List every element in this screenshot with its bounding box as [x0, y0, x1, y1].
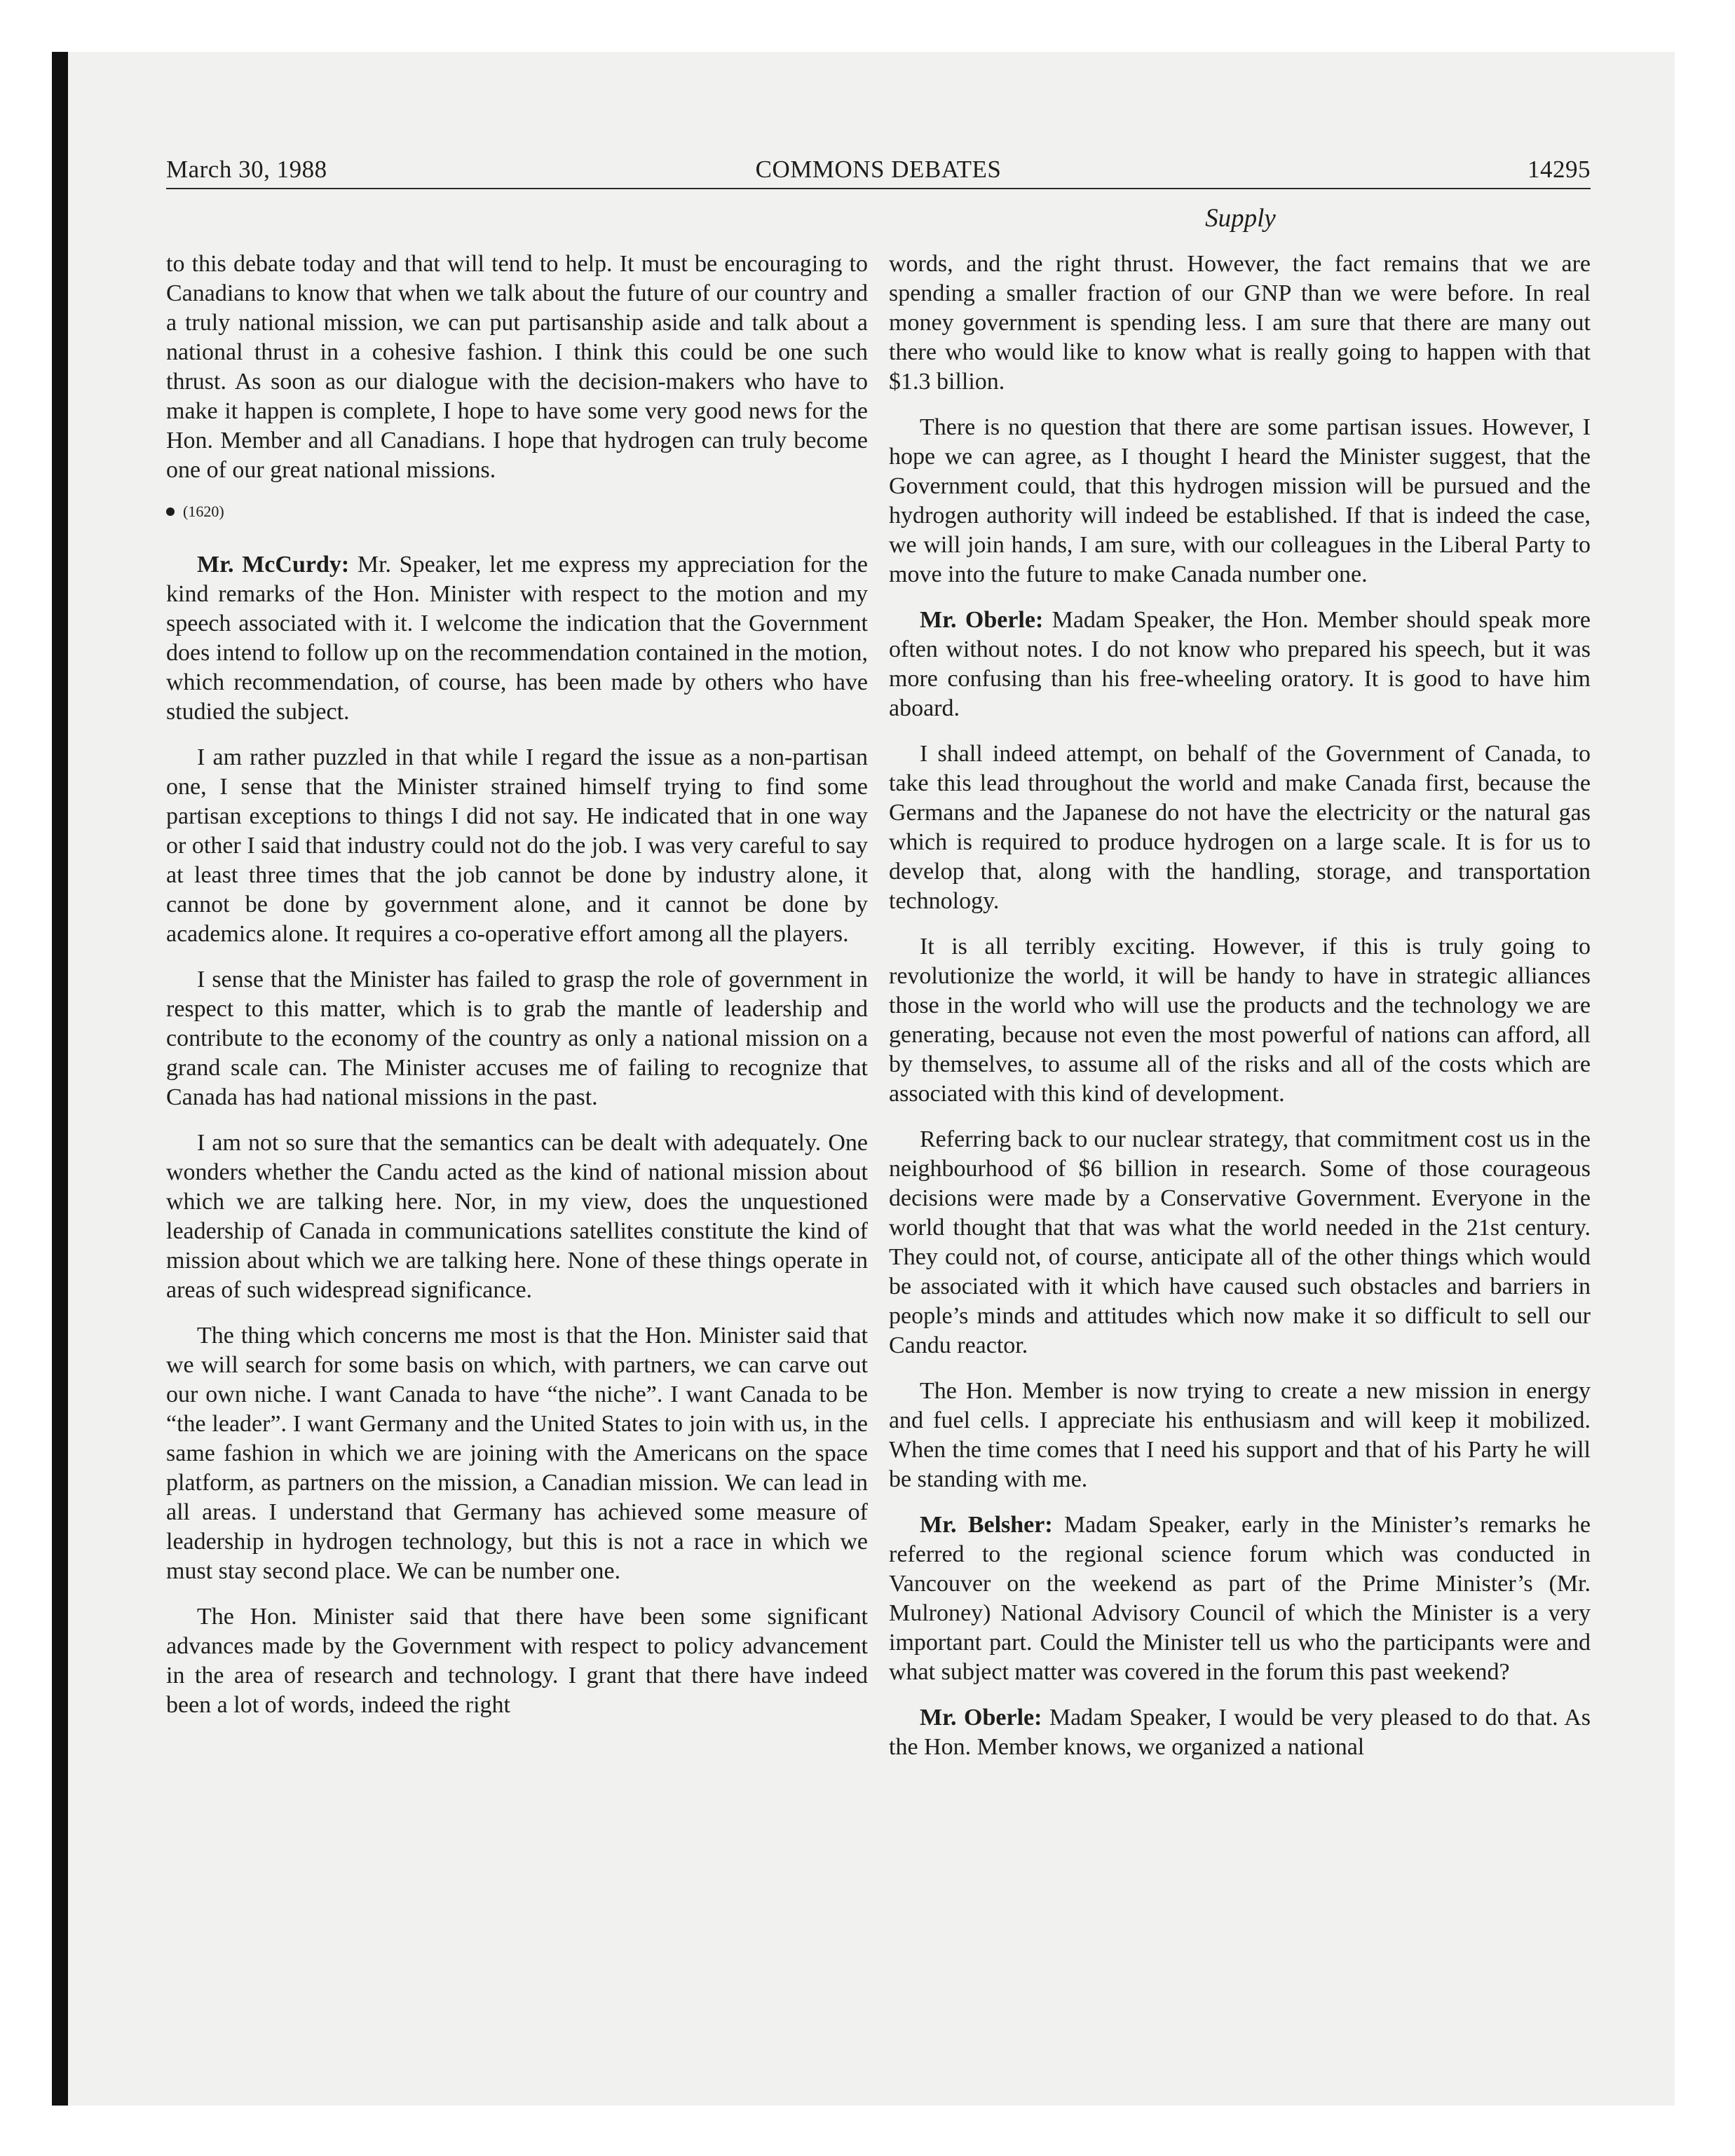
speaker-name: Mr. Belsher:	[920, 1512, 1053, 1538]
left-column	[166, 250, 868, 1736]
bullet-icon	[166, 507, 175, 516]
right-column	[889, 250, 1591, 1778]
paragraph: There is no question that there are some partisan issues. However, I hope we can agree, as I thought I heard the Minister suggest, that the Government could, that this hydrogen mission will be pursued and the hydrogen authority will indeed be established. If that is indeed the case, we will join hands, I am sure, with our colleagues in the Liberal Party to move into the future to make Canada number one.	[889, 414, 1591, 587]
paragraph-text: Mr. Speaker, let me express my appreciation for the kind remarks of the Hon. Minister with respect to the motion and my speech associated with it. I welcome the indication that the Government does intend to follow up on the recommendation contained in the motion, which recommendation, of course, has been made by others who have studied the subject.	[166, 552, 869, 725]
paragraph: The Hon. Minister said that there have been some significant advances made by the Government with respect to policy advancement in the area of research and technology. I grant that there have indeed been a lot of words, indeed the right	[166, 1604, 868, 1718]
speaker-name: Mr. McCurdy:	[197, 552, 350, 578]
speaker-name: Mr. Oberle:	[920, 607, 1044, 633]
paragraph	[166, 550, 868, 727]
time-marker-label: (1620)	[183, 503, 224, 520]
paragraph: I am not so sure that the semantics can be dealt with adequately. One wonders whether the Candu acted as the kind of national mission about which we are talking here. Nor, in my view, does the unquestioned leadership of Canada in communications satellites constitute the kind of mission about which we are talking here. None of these things operate in areas of such widespread significance.	[166, 1130, 868, 1303]
paragraph: to this debate today and that will tend to help. It must be encouraging to Canadians to know that when we talk about the future of our country and a truly national mission, we can put partisanship aside and talk about a national thrust in a cohesive fashion. I think this could be one such thrust. As soon as our dialogue with the decision-makers who have to make it happen is complete, I hope to have some very good news for the Hon. Member and all Canadians. I hope that hydrogen can truly become one of our great national missions.	[166, 251, 868, 483]
paragraph: The Hon. Member is now trying to create a new mission in energy and fuel cells. I appreciate his enthusiasm and will keep it mobilized. When the time comes that I need his support and that of his Party he will be standing with me.	[889, 1378, 1591, 1492]
time-marker	[166, 501, 868, 522]
speaker-name: Mr. Oberle:	[920, 1705, 1042, 1731]
paragraph	[889, 1510, 1591, 1687]
header-page-number: 14295	[1528, 156, 1591, 183]
paragraph: It is all terribly exciting. However, if this is truly going to revolutionize the world, it will be handy to have in strategic alliances those in the world who will use the products and the technology we are generating, because not even the most powerful of nations can afford, all by themselves, to assume all of the risks and all of the costs which are associated with this kind of development.	[889, 934, 1591, 1107]
header-date: March 30, 1988	[166, 156, 327, 183]
paragraph: I shall indeed attempt, on behalf of the Government of Canada, to take this lead throughout the world and make Canada first, because the Germans and the Japanese do not have the electricity or the natural gas which is required to produce hydrogen on a large scale. It is for us to develop that, along with the handling, storage, and transportation technology.	[889, 741, 1591, 914]
running-header	[166, 156, 1591, 188]
header-rule	[166, 188, 1591, 189]
paragraph: The thing which concerns me most is that the Hon. Minister said that we will search for some basis on which, with partners, we can carve out our own niche. I want Canada to have “the niche”. I want Canada to be “the leader”. I want Germany and the United States to join with us, in the same fashion in which we are joining with the Americans on the space platform, as partners on the mission, a Canadian mission. We can lead in all areas. I understand that Germany has achieved some measure of leadership in hydrogen technology, but this is not a race in which we must stay second place. We can be number one.	[166, 1323, 868, 1584]
paragraph: words, and the right thrust. However, the fact remains that we are spending a smaller fraction of our GNP than we were before. In real money government is spending less. I am sure that there are many out there who would like to know what is really going to happen with that $1.3 billion.	[889, 251, 1591, 395]
paragraph-text: Madam Speaker, I would be very pleased to do that. As the Hon. Member knows, we organized a national	[889, 1705, 1591, 1760]
paragraph: Referring back to our nuclear strategy, that commitment cost us in the neighbourhood of $6 billion in research. Some of those courageous decisions were made by a Conservative Government. Everyone in the world thought that that was what the world needed in the 21st century. They could not, of course, anticipate all of the other things which would be associated with it which have caused such obstacles and barriers in people’s minds and attitudes which now make it so difficult to sell our Candu reactor.	[889, 1126, 1591, 1358]
scan-edge-bar	[52, 52, 68, 2106]
paragraph	[889, 1703, 1591, 1762]
section-title: Supply	[1205, 204, 1276, 233]
header-publication: COMMONS DEBATES	[755, 156, 1002, 183]
paragraph	[889, 606, 1591, 723]
paragraph-text: Madam Speaker, early in the Minister’s remarks he referred to the regional science forum which was conducted in Vancouver on the weekend as part of the Prime Minister’s (Mr. Mulroney) National Advisory Council of which the Minister is a very important part. Could the Minister tell us who the participants were and what subject matter was covered in the forum this past weekend?	[889, 1512, 1591, 1685]
paragraph: I am rather puzzled in that while I regard the issue as a non-partisan one, I sense that the Minister strained himself trying to find some partisan exceptions to things I did not say. He indicated that in one way or other I said that industry could not do the job. I was very careful to say at least three times that the job cannot be done by industry alone, it cannot be done by government alone, and it cannot be done by academics alone. It requires a co-operative effort among all the players.	[166, 744, 868, 947]
paragraph-text: Madam Speaker, the Hon. Member should speak more often without notes. I do not know who prepared his speech, but it was more confusing than his free-wheeling oratory. It is good to have him aboard.	[889, 607, 1591, 721]
paragraph: I sense that the Minister has failed to grasp the role of government in respect to this matter, which is to grab the mantle of leadership and contribute to the economy of the country as only a national mission on a grand scale can. The Minister accuses me of failing to recognize that Canada has had national missions in the past.	[166, 967, 868, 1110]
